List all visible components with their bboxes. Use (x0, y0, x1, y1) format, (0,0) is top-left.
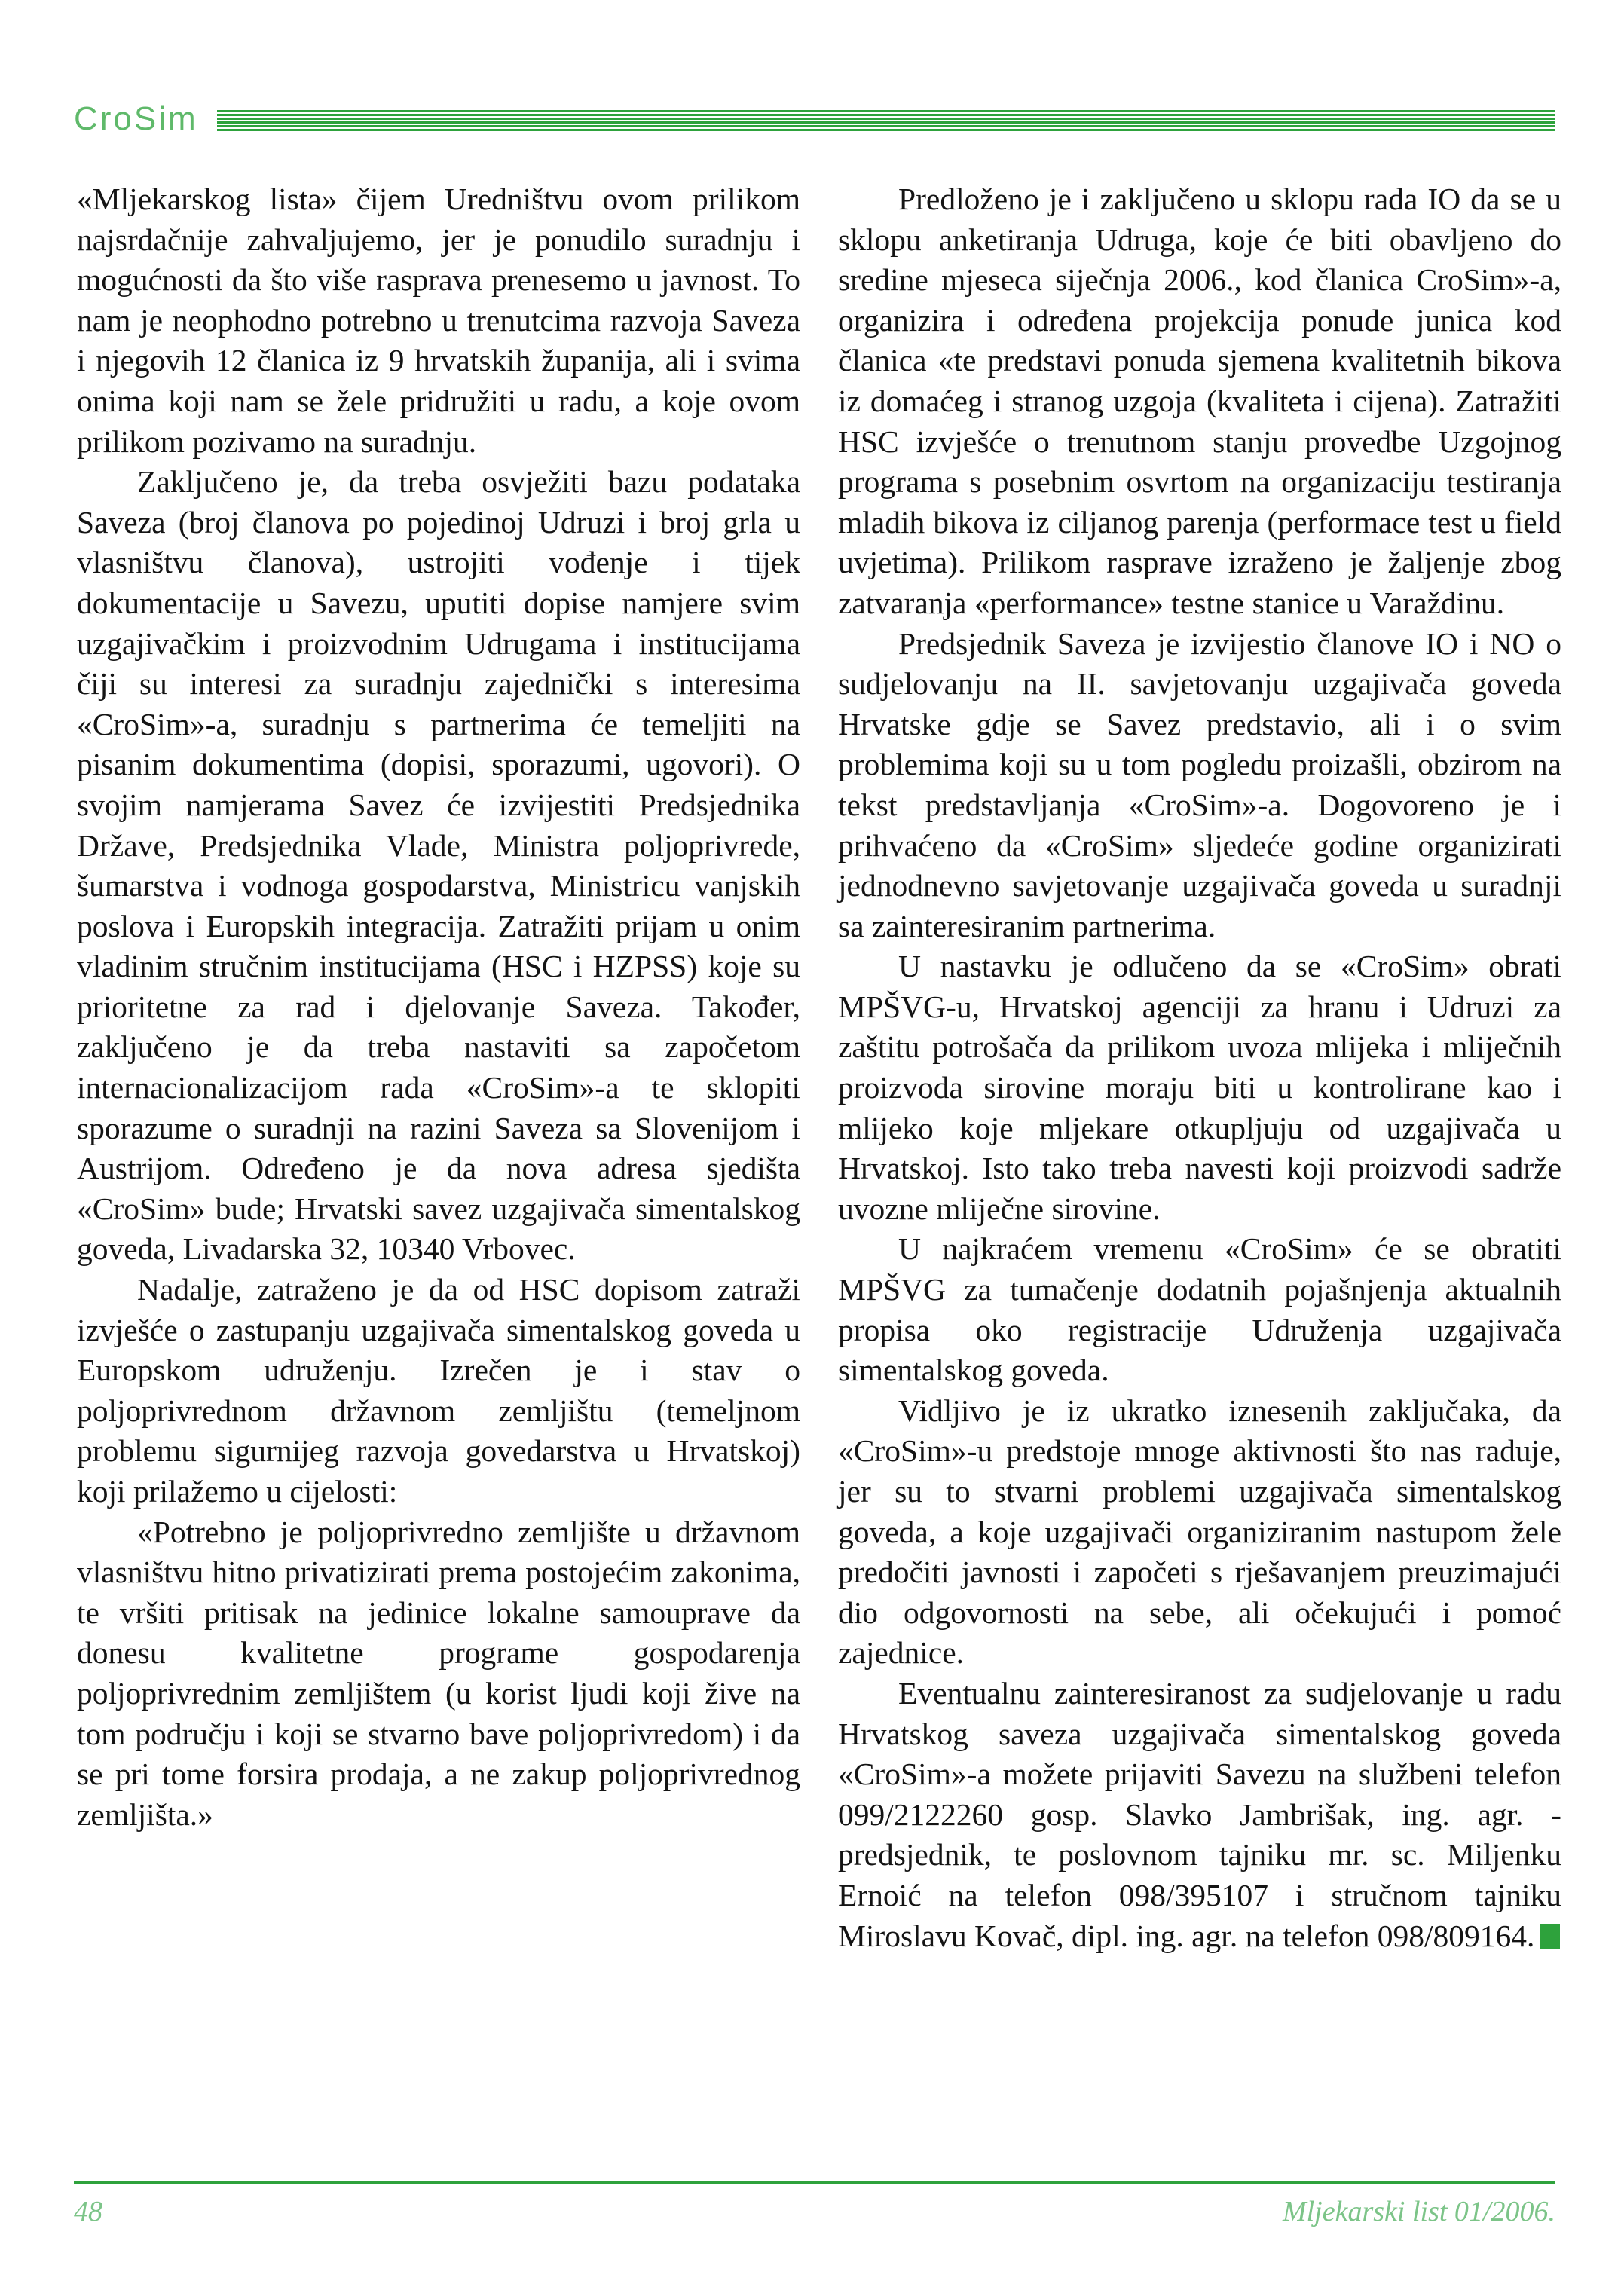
paragraph: «Potrebno je poljoprivredno zemljište u državnom vlasništvu hitno privatizirati prema postojećim zakonima, te vršiti pritisak na jedinice lokalne samouprave da donesu kvalitetne programe gospodarenja poljoprivrednim zemljištem (u korist ljudi koji žive na tom području i koji se stvarno bave poljoprivredom) i da se pri tome forsira prodaja, a ne zakup poljoprivrednog zemljišta.» (77, 1514, 800, 1832)
footer-rule (74, 2181, 1555, 2184)
paragraph: Vidljivo je iz ukratko iznesenih zaključaka, da «CroSim»-u predstoje mnoge aktivnosti što nas raduje, jer su to stvarni problemi uzgajivača simentalskog goveda, a koje uzgajivači organiziranim nastupom žele predočiti javnosti i započeti s rješavanjem preuzimajući dio odgovornosti na sebe, ali očekujući i pomoć zajednice. (838, 1393, 1561, 1671)
paragraph: U najkraćem vremenu «CroSim» će se obratiti MPŠVG za tumačenje dodatnih pojašnjenja aktualnih propisa oko registracije Udruženja uzgajivača simentalskog goveda. (838, 1231, 1561, 1388)
header-rule (217, 110, 1555, 131)
left-column (77, 179, 800, 1835)
paragraph-text: Eventualnu zainteresiranost za sudjelovanje u radu Hrvatskog saveza uzgajivača simentalskog goveda «CroSim»-a možete prijaviti Savezu na službeni telefon 099/2122260 gosp. Slavko Jambrišak, ing. agr. - predsjednik, te poslovnom tajniku mr. sc. Miljenku Ernoić na telefon 098/395107 i stručnom tajniku Miroslavu Kovač, dipl. ing. agr. na telefon 098/809164. (838, 1675, 1561, 1953)
page-footer (74, 2181, 1555, 2234)
paragraph: «Mljekarskog lista» čijem Uredništvu ovom prilikom najsrdačnije zahvaljujemo, jer je ponudilo suradnju i mogućnosti da što više rasprava prenesemo u javnost. To nam je neophodno potrebno u trenutcima razvoja Saveza i njegovih 12 članica iz 9 hrvatskih županija, ali i svima onima koji nam se žele pridružiti u radu, a koje ovom prilikom pozivamo na suradnju. (77, 182, 800, 459)
page-header (74, 96, 1555, 142)
paragraph: Predsjednik Saveza je izvijestio članove IO i NO o sudjelovanju na II. savjetovanju uzgajivača goveda Hrvatske gdje se Savez predstavio, ali i o svim problemima koji su u tom pogledu proizašli, obzirom na tekst predstavljanja «CroSim»-a. Dogovoreno je i prihvaćeno da «CroSim» sljedeće godine organizirati jednodnevno savjetovanje uzgajivača goveda u suradnji sa zainteresiranim partnerima. (838, 625, 1561, 943)
page-number: 48 (74, 2196, 102, 2227)
right-column (838, 179, 1561, 1956)
paragraph: Nadalje, zatraženo je da od HSC dopisom zatraži izvješće o zastupanju uzgajivača simentalskog goveda u Europskom udruženju. Izrečen je i stav o poljoprivrednom državnom zemljištu (temeljnom problemu sigurnijeg razvoja govedarstva u Hrvatskoj) koji prilažemo u cijelosti: (77, 1272, 800, 1509)
end-of-article-icon (1540, 1924, 1560, 1949)
brand-logo-text: CroSim (74, 100, 198, 137)
paragraph: Zaključeno je, da treba osvježiti bazu podataka Saveza (broj članova po pojedinoj Udruzi i broj grla u vlasništvu članova), ustrojiti vođenje i tijek dokumentacije u Savezu, uputiti dopise namjere svim uzgajivačkim i proizvodnim Udrugama i institucijama čiji su interesi za suradnju zajednički s interesima «CroSim»-a, suradnju s partnerima će temeljiti na pisanim dokumentima (dopisi, sporazumi, ugovori). O svojim namjerama Savez će izvijestiti Predsjednika Države, Predsjednika Vlade, Ministra poljoprivrede, šumarstva i vodnoga gospodarstva, Ministricu vanjskih poslova i Europskih integracija. Zatražiti prijam u onim vladinim stručnim institucijama (HSC i HZPSS) koje su prioritetne za rad i djelovanje Saveza. Također, zaključeno je da treba nastaviti sa započetom internacionalizacijom rada «CroSim»-a te sklopiti sporazume o suradnji na razini Saveza sa Slovenijom i Austrijom. Određeno je da nova adresa sjedišta «CroSim» bude; Hrvatski savez uzgajivača simentalskog goveda, Livadarska 32, 10340 Vrbovec. (77, 464, 800, 1267)
paragraph: U nastavku je odlučeno da se «CroSim» obrati MPŠVG-u, Hrvatskoj agenciji za hranu i Udruzi za zaštitu potrošača da prilikom uvoza mlijeka i mliječnih proizvoda sirovine moraju biti u kontrolirane kao i mlijeko koje mljekare otkupljuju od uzgajivača u Hrvatskoj. Isto tako treba navesti koji proizvodi sadrže uvozne mliječne sirovine. (838, 949, 1561, 1226)
paragraph-last (838, 1674, 1561, 1956)
publication-name: Mljekarski list 01/2006. (1282, 2196, 1555, 2227)
paragraph: Predloženo je i zaključeno u sklopu rada IO da se u sklopu anketiranja Udruga, koje će biti obavljeno do sredine mjeseca siječnja 2006., kod članica CroSim»-a, organizira i određena projekcija ponude junica kod članica «te predstavi ponuda sjemena kvalitetnih bikova iz domaćeg i stranog uzgoja (kvaliteta i cijena). Zatražiti HSC izvješće o trenutnom stanju provedbe Uzgojnog programa s posebnim osvrtom na organizaciju testiranja mladih bikova iz ciljanog parenja (performace test u field uvjetima). Prilikom rasprave izraženo je žaljenje zbog zatvaranja «performance» testne stanice u Varaždinu. (838, 182, 1561, 620)
